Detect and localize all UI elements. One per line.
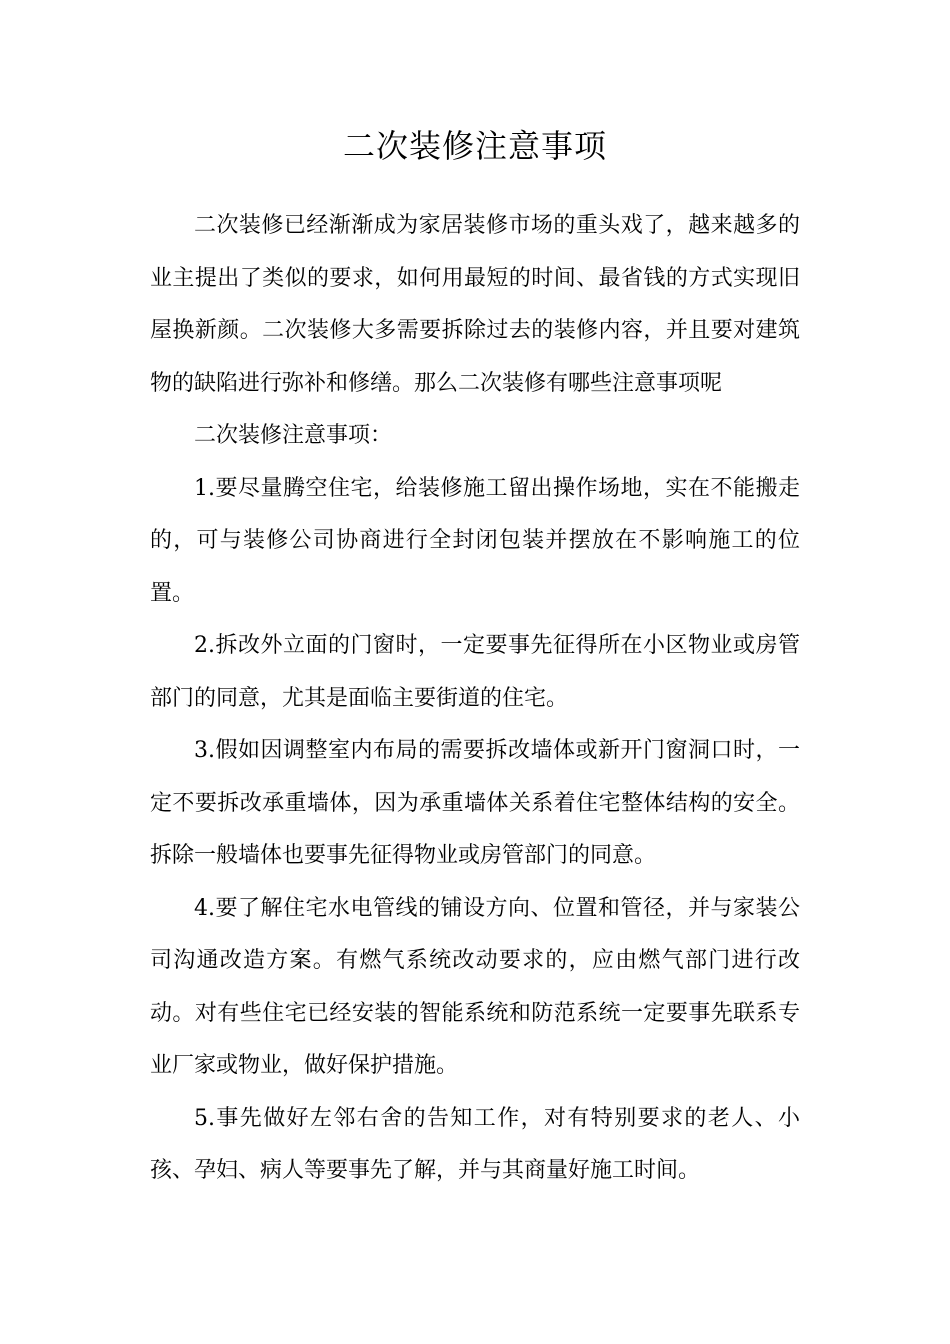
paragraph-item-3: 3.假如因调整室内布局的需要拆改墙体或新开门窗洞口时，一定不要拆改承重墙体，因为承重墙体关系着住宅整体结构的安全。拆除一般墙体也要事先征得物业或房管部门的同意。 xyxy=(150,738,800,868)
paragraph-item-1: 1.要尽量腾空住宅，给装修施工留出操作场地，实在不能搬走的，可与装修公司协商进行全封闭包装并摆放在不影响施工的位置。 xyxy=(150,475,800,606)
document-body xyxy=(150,200,800,1198)
paragraph-intro: 二次装修已经渐渐成为家居装修市场的重头戏了，越来越多的业主提出了类似的要求，如何用最短的时间、最省钱的方式实现旧屋换新颜。二次装修大多需要拆除过去的装修内容，并且要对建筑物的缺陷进行弥补和修缮。那么二次装修有哪些注意事项呢 xyxy=(150,213,800,396)
paragraph-item-2: 2.拆改外立面的门窗时，一定要事先征得所在小区物业或房管部门的同意，尤其是面临主要街道的住宅。 xyxy=(150,633,800,711)
paragraph-item-5: 5.事先做好左邻右舍的告知工作，对有特别要求的老人、小孩、孕妇、病人等要事先了解，并与其商量好施工时间。 xyxy=(150,1105,800,1183)
document-title: 二次装修注意事项 xyxy=(342,127,607,165)
paragraph-heading: 二次装修注意事项： xyxy=(194,423,393,448)
paragraph-item-4: 4.要了解住宅水电管线的铺设方向、位置和管径，并与家装公司沟通改造方案。有燃气系统改动要求的，应由燃气部门进行改动。对有些住宅已经安装的智能系统和防范系统一定要事先联系专业厂家或物业，做好保护措施。 xyxy=(150,895,800,1078)
